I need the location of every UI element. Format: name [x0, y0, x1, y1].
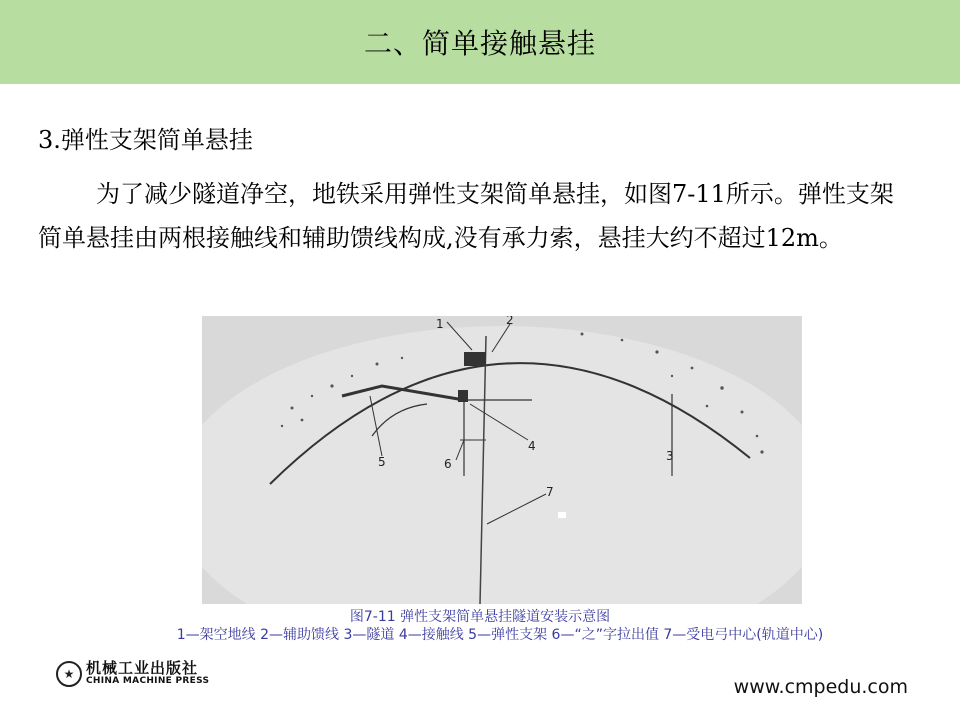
tunnel-figure — [202, 316, 802, 604]
body-paragraph: 为了减少隧道净空，地铁采用弹性支架简单悬挂，如图7-11所示。弹性支架简单悬挂由两根接触线和辅助馈线构成,没有承力索，悬挂大约不超过12m。 — [38, 180, 894, 252]
publisher-name-cn: 机械工业出版社 — [86, 659, 199, 677]
figure-label-7: 7 — [546, 485, 554, 499]
slide-header — [0, 0, 960, 84]
figure-caption: 图7-11 弹性支架简单悬挂隧道安装示意图 — [349, 609, 611, 625]
publisher-logo — [56, 660, 209, 687]
slide-title: 二、简单接触悬挂 — [363, 27, 596, 60]
gear-icon: ★ — [56, 661, 82, 687]
figure-label-2: 2 — [506, 316, 514, 327]
website-url: www.cmpedu.com — [733, 676, 908, 698]
figure-legend: 1—架空地线 2—辅助馈线 3—隧道 4—接触线 5—弹性支架 6—“之”字拉出值 7—受电弓中心(轨道中心) — [176, 627, 824, 643]
figure-label-6: 6 — [444, 457, 452, 471]
publisher-name-en: CHINA MACHINE PRESS — [86, 676, 210, 686]
figure-label-3: 3 — [666, 449, 674, 463]
tunnel-diagram — [202, 316, 802, 604]
figure-label-5: 5 — [378, 455, 386, 469]
figure-label-4: 4 — [528, 439, 536, 453]
figure-label-1: 1 — [436, 317, 444, 331]
section-subtitle: 3.弹性支架简单悬挂 — [38, 126, 253, 154]
